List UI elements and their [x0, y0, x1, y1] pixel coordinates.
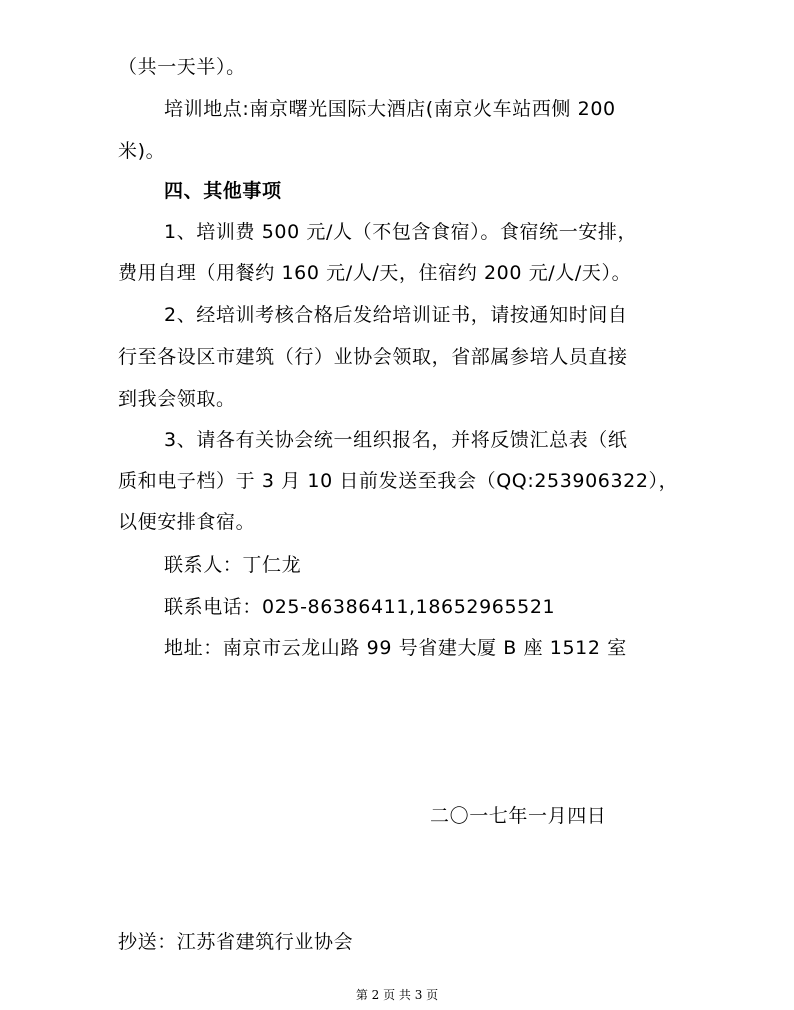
- paragraph-line: 费用自理（用餐约 160 元/人/天，住宿约 200 元/人/天）。: [118, 262, 632, 284]
- document-date: 二〇一七年一月四日: [430, 805, 607, 827]
- paragraph-line: 1、培训费 500 元/人（不包含食宿）。食宿统一安排，: [164, 221, 638, 243]
- contact-address: 地址：南京市云龙山路 99 号省建大厦 B 座 1512 室: [164, 637, 627, 659]
- paragraph-line: 3、请各有关协会统一组织报名，并将反馈汇总表（纸: [164, 429, 628, 451]
- section-heading: 四、其他事项: [164, 180, 282, 202]
- contact-phone: 联系电话：025-86386411,18652965521: [164, 596, 556, 618]
- cc-line: 抄送：江苏省建筑行业协会: [118, 931, 354, 953]
- paragraph-line: （共一天半）。: [118, 56, 246, 78]
- paragraph-line: 质和电子档）于 3 月 10 日前发送至我会（QQ:253906322），: [118, 470, 679, 492]
- page-footer: 第 2 页 共 3 页: [355, 988, 439, 1002]
- contact-person: 联系人：丁仁龙: [164, 554, 302, 576]
- paragraph-line: 到我会领取。: [118, 388, 236, 410]
- paragraph-line: 行至各设区市建筑（行）业协会领取，省部属参培人员直接: [118, 346, 628, 368]
- paragraph-line: 以便安排食宿。: [118, 511, 256, 533]
- paragraph-line: 米)。: [118, 140, 166, 162]
- paragraph-line: 2、经培训考核合格后发给培训证书，请按通知时间自: [164, 304, 628, 326]
- paragraph-line: 培训地点:南京曙光国际大酒店(南京火车站西侧 200: [164, 98, 616, 120]
